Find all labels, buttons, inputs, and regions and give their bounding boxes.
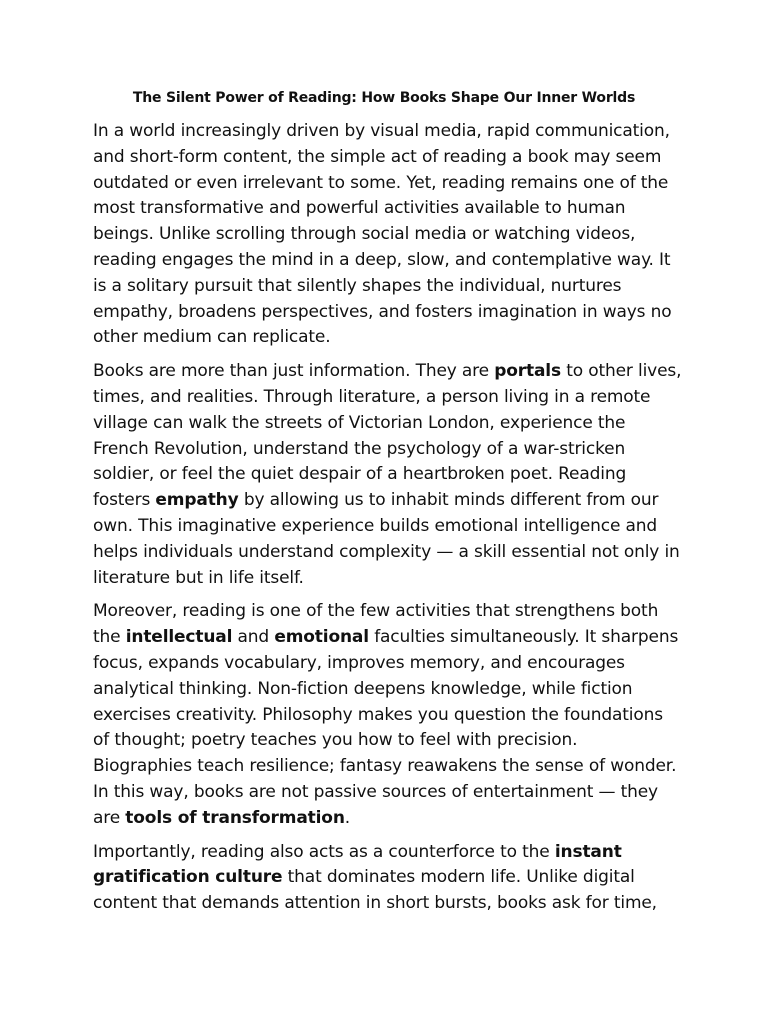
paragraph [93, 119, 689, 351]
text-line [93, 171, 689, 197]
text-run: In a world increasingly driven by visual media, rapid communication, [93, 121, 670, 141]
text-line [93, 780, 689, 806]
text-line [93, 651, 689, 677]
text-line [93, 891, 689, 917]
text-run: soldier, or feel the quiet despair of a heartbroken poet. Reading [93, 464, 627, 485]
text-run: Biographies teach resilience; fantasy reawakens the sense of wonder. [93, 756, 677, 777]
bold-text: intellectual [125, 627, 233, 648]
text-run: helps individuals understand complexity — a skill essential not only in [93, 541, 680, 562]
text-run: . [344, 807, 351, 828]
paragraph [93, 599, 689, 831]
text-run: by allowing us to inhabit minds different from our [238, 490, 659, 511]
text-line [93, 865, 689, 891]
document-title: The Silent Power of Reading: How Books Shape Our Inner Worlds [132, 90, 636, 106]
text-line [93, 754, 689, 780]
text-line [93, 411, 689, 437]
text-line [93, 677, 689, 703]
text-run: other medium can replicate. [93, 327, 331, 348]
paragraph [93, 359, 689, 591]
text-run: is a solitary pursuit that silently shapes the individual, nurtures [93, 275, 622, 296]
text-line [93, 488, 689, 514]
text-run: Books are more than just information. They are [93, 361, 495, 382]
text-run: analytical thinking. Non-fiction deepens knowledge, while fiction [93, 678, 633, 699]
text-line [93, 566, 689, 592]
text-line [93, 728, 689, 754]
text-line [93, 462, 689, 488]
text-line [93, 196, 689, 222]
text-run: that dominates modern life. Unlike digital [282, 867, 635, 888]
text-line [93, 703, 689, 729]
text-run: beings. Unlike scrolling through social media or watching videos, [93, 224, 636, 245]
text-run: and [232, 627, 275, 648]
text-line [93, 385, 689, 411]
text-line [93, 840, 689, 866]
text-line [93, 119, 689, 145]
text-run: focus, expands vocabulary, improves memory, and encourages [93, 652, 625, 673]
text-line [93, 514, 689, 540]
text-line [93, 300, 689, 326]
text-line [93, 806, 689, 832]
text-run: are [93, 807, 126, 828]
text-run: most transformative and powerful activities available to human [93, 198, 626, 219]
text-run: fosters [93, 490, 156, 511]
bold-text: gratification culture [93, 867, 283, 888]
text-line [93, 599, 689, 625]
text-run: faculties simultaneously. It sharpens [368, 627, 679, 648]
bold-text: instant [554, 841, 622, 862]
text-line [93, 625, 689, 651]
text-run: times, and realities. Through literature, a person living in a remote [93, 386, 651, 407]
text-line [93, 359, 689, 385]
text-run: Moreover, reading is one of the few activities that strengthens both [93, 601, 659, 622]
text-line [93, 274, 689, 300]
text-run: village can walk the streets of Victorian London, experience the [93, 412, 626, 433]
text-run: reading engages the mind in a deep, slow, and contemplative way. It [93, 249, 671, 270]
text-run: exercises creativity. Philosophy makes you question the foundations [93, 704, 663, 725]
bold-text: empathy [155, 490, 239, 511]
text-run: to other lives, [560, 361, 682, 382]
text-line [93, 222, 689, 248]
bold-text: portals [494, 361, 561, 382]
text-line [93, 325, 689, 351]
bold-text: emotional [274, 627, 369, 648]
text-run: French Revolution, understand the psychology of a war-stricken [93, 438, 626, 459]
text-run: Importantly, reading also acts as a counterforce to the [93, 841, 555, 862]
text-line [93, 540, 689, 566]
text-run: the [93, 627, 126, 648]
text-line [93, 437, 689, 463]
text-run: and short-form content, the simple act of reading a book may seem [93, 146, 662, 167]
text-run: of thought; poetry teaches you how to feel with precision. [93, 730, 578, 751]
text-run: empathy, broadens perspectives, and fosters imagination in ways no [93, 301, 672, 322]
text-line [93, 248, 689, 274]
text-run: own. This imaginative experience builds emotional intelligence and [93, 515, 658, 536]
text-run: outdated or even irrelevant to some. Yet, reading remains one of the [93, 172, 669, 193]
text-run: content that demands attention in short bursts, books ask for time, [93, 893, 657, 914]
text-run: literature but in life itself. [93, 567, 304, 588]
paragraph [93, 840, 689, 917]
document-body [93, 119, 689, 925]
text-line [93, 145, 689, 171]
bold-text: tools of transformation [125, 807, 345, 828]
text-run: In this way, books are not passive sources of entertainment — they [93, 781, 658, 802]
